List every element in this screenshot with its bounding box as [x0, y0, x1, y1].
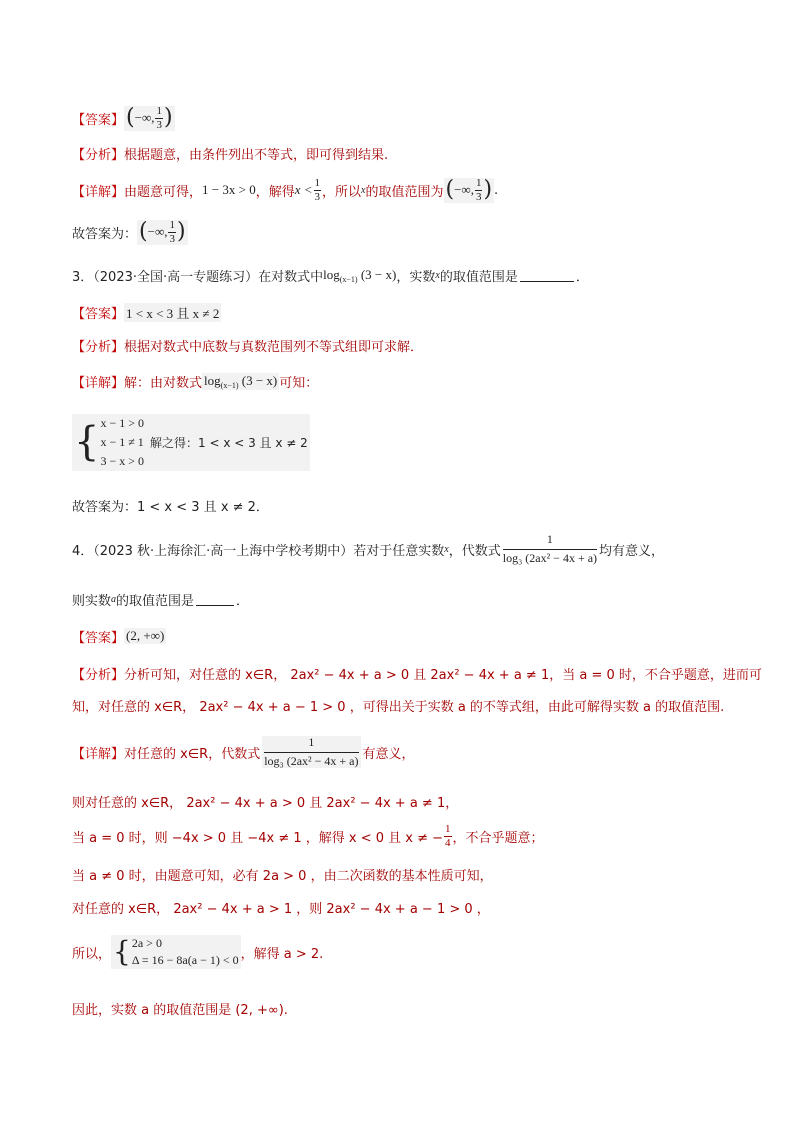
q4-detail-line1: 【详解】 对任意的 x∈R，代数式 1 log₃ (2ax² − 4x + a) 有意义， — [72, 735, 415, 768]
q3-log-expression: $\log_{(x-1)} (3 - x)$ — [323, 266, 397, 284]
q4-analysis-line1: 【分析】 分析可知，对任意的 x∈R， 2ax² − 4x + a > 0 且 2ax² − 4x + a ≠ 1，当 a = 0 时，不合乎题意，进而可 — [72, 667, 762, 683]
q2-answer-value: ( −∞, $\frac{1}{3}$ ) — [126, 104, 173, 131]
detail-tag: 【详解】 — [72, 184, 125, 200]
q3-detail-line: 【详解】 解：由对数式 $\log_{(x-1)} (3 - x)$ 可知： — [72, 372, 319, 391]
q4-detail-line6: 所以， { 2a > 0 Δ = 16 − 8a(a − 1) < 0 ，解得 a > 2. — [72, 935, 324, 968]
q4-conclusion-line: 因此，实数 a 的取值范围是 (2, +∞). — [72, 1002, 288, 1018]
q3-system: { x − 1 > 0 x − 1 ≠ 1 3 − x > 0 解之得：1 < x < 3 且 x ≠ 2 — [72, 410, 310, 474]
q4-detail-line5: 对任意的 x∈R， 2ax² − 4x + a > 1 ，则 2ax² − 4x + a − 1 > 0 ， — [72, 901, 490, 917]
q4-detail-fraction: 1 log₃ (2ax² − 4x + a) — [264, 735, 359, 768]
q4-answer-line: 【答案】 (2, +∞) — [72, 628, 165, 646]
q2-detail-inequality: 1 − 3x > 0 — [202, 182, 256, 197]
q2-detail-line: 【详解】 由题意可得， 1 − 3x > 0 ，解得 x < $\frac{1}{3}$ ，所以 x 的取值范围为 ( −∞, $\frac{1}{3}$ ) . — [72, 176, 499, 203]
q4-stem-line2: 则实数 a 的取值范围是 ． — [72, 593, 250, 609]
analysis-tag: 【分析】 — [72, 147, 125, 163]
q2-conclusion-value: ( −∞, $\frac{1}{3}$ ) — [139, 218, 186, 245]
q3-detail-log: $\log_{(x-1)} (3 - x)$ — [204, 372, 278, 390]
q4-detail-line3: 当 a = 0 时，则 −4x > 0 且 −4x ≠ 1 ，解得 x < 0 且 x ≠ − $\frac{1}{4}$ ，不合乎题意； — [72, 822, 544, 849]
q4-detail-line2: 则对任意的 x∈R， 2ax² − 4x + a > 0 且 2ax² − 4x + a ≠ 1， — [72, 795, 459, 811]
q3-answer-line: 【答案】 1 < x < 3 且 x ≠ 2 — [72, 302, 221, 322]
answer-tag: 【答案】 — [72, 112, 125, 128]
q4-answer-value: (2, +∞) — [126, 628, 165, 643]
q3-answer-value: 1 < x < 3 且 x ≠ 2 — [124, 303, 221, 322]
q3-conclusion-line: 故答案为：1 < x < 3 且 x ≠ 2． — [72, 499, 269, 515]
q3-analysis-text: 根据对数式中底数与真数范围列不等式组即可求解． — [124, 339, 424, 355]
q3-stem: 3．（2023·全国·高一专题练习）在对数式中 $\log_{(x-1)} (3 - x)$ ，实数 x 的取值范围是 ． — [72, 266, 589, 285]
q3-analysis-line: 【分析】 根据对数式中底数与真数范围列不等式组即可求解． — [72, 335, 423, 355]
q2-detail-range: ( −∞, $\frac{1}{3}$ ) — [445, 176, 493, 203]
q2-analysis-line — [72, 143, 388, 163]
q4-stem-line1: 4．（2023 秋·上海徐汇·高一上海中学校考期中）若对于任意实数 x ，代数式 1 log₃ (2ax² − 4x + a) 均有意义， — [72, 532, 665, 565]
q2-analysis-text: 根据题意，由条件列出不等式，即可得到结果. — [124, 147, 389, 163]
q3-answer-blank — [520, 269, 574, 282]
q4-detail-line4: 当 a ≠ 0 时，由题意可知，必有 2a > 0 ，由二次函数的基本性质可知， — [72, 868, 493, 884]
q2-conclusion-line: 故答案为： ( −∞, $\frac{1}{3}$ ) — [72, 218, 186, 245]
q4-answer-blank — [196, 593, 234, 606]
q4-fraction: 1 log₃ (2ax² − 4x + a) — [502, 532, 598, 565]
q4-analysis-line2: 知，对任意的 x∈R， 2ax² − 4x + a − 1 > 0 ，可得出关于实数 a 的不等式组，由此可解得实数 a 的取值范围. — [72, 699, 725, 715]
q2-answer-line — [72, 102, 175, 134]
